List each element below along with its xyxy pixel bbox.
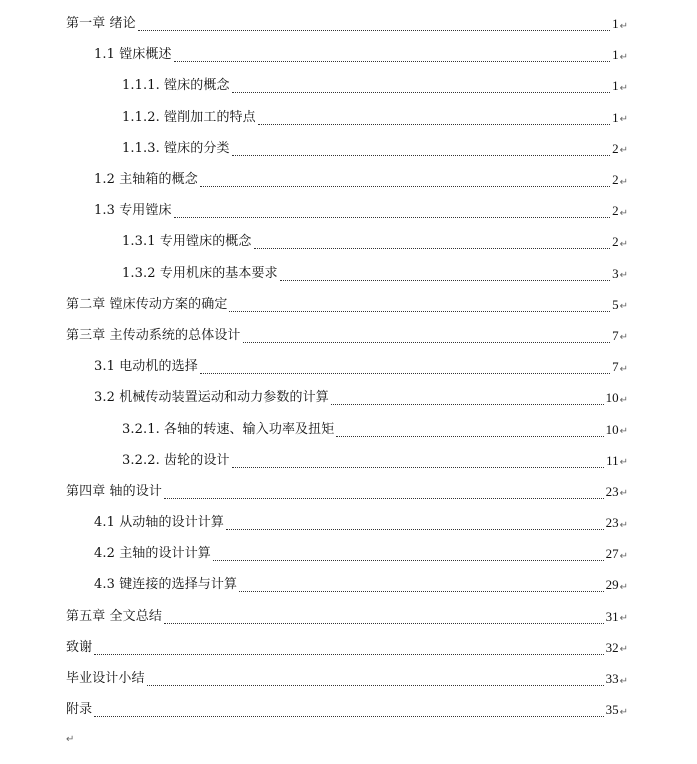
toc-entry-title: 4.2 主轴的设计计算 <box>94 546 211 562</box>
dot-leader <box>174 51 611 62</box>
paragraph-mark-icon: ↵ <box>619 301 628 313</box>
paragraph-mark-icon: ↵ <box>619 706 628 718</box>
toc-entry-page-number: 33 <box>605 671 619 687</box>
toc-entry-page-number: 5 <box>612 296 619 312</box>
toc-entry[interactable] <box>66 258 628 289</box>
dot-leader <box>164 613 604 624</box>
toc-entry[interactable] <box>66 102 628 133</box>
toc-entry-page-number: 32 <box>605 639 619 655</box>
toc-entry[interactable] <box>66 320 628 351</box>
paragraph-mark-icon: ↵ <box>619 519 628 531</box>
dot-leader <box>232 145 611 156</box>
toc-entry[interactable] <box>66 351 628 382</box>
toc-entry-page-number: 2 <box>612 140 619 156</box>
paragraph-mark-icon: ↵ <box>619 145 628 157</box>
paragraph-mark-icon: ↵ <box>619 20 628 32</box>
paragraph-mark-icon: ↵ <box>619 363 628 375</box>
toc-entry[interactable] <box>66 289 628 320</box>
toc-entry[interactable] <box>66 476 628 507</box>
toc-entry-title: 1.1 镗床概述 <box>94 47 172 63</box>
paragraph-mark-icon: ↵ <box>619 82 628 94</box>
toc-entry[interactable] <box>66 569 628 600</box>
dot-leader <box>232 457 605 468</box>
toc-entry-page-number: 1 <box>612 16 619 32</box>
dot-leader <box>229 301 610 312</box>
toc-entry[interactable] <box>66 663 628 694</box>
toc-entry-title: 4.1 从动轴的设计计算 <box>94 515 225 531</box>
toc-entry[interactable] <box>66 507 628 538</box>
toc-entry-title: 4.3 键连接的选择与计算 <box>94 577 238 593</box>
toc-entry-title: 1.2 主轴箱的概念 <box>94 172 198 188</box>
toc-entry[interactable] <box>66 445 628 476</box>
toc-entry-page-number: 35 <box>605 702 619 718</box>
toc-entry-title: 1.1.3. 镗床的分类 <box>122 140 230 156</box>
paragraph-mark-icon: ↵ <box>619 488 628 500</box>
toc-entry-title: 第三章 主传动系统的总体设计 <box>66 327 241 343</box>
dot-leader <box>138 20 610 31</box>
paragraph-mark-icon: ↵ <box>619 238 628 250</box>
paragraph-mark-icon: ↵ <box>619 550 628 562</box>
paragraph-mark-icon: ↵ <box>619 675 628 687</box>
toc-entry-title: 附录 <box>66 702 93 718</box>
paragraph-mark-icon: ↵ <box>619 51 628 63</box>
dot-leader <box>331 394 604 405</box>
dot-leader <box>280 270 610 281</box>
paragraph-mark-icon: ↵ <box>619 457 628 469</box>
toc-entry-title: 致谢 <box>66 639 93 655</box>
toc-entry-title: 第五章 全文总结 <box>66 608 162 624</box>
toc-entry-title: 毕业设计小结 <box>66 671 145 687</box>
toc-entry-title: 3.2.2. 齿轮的设计 <box>122 452 230 468</box>
toc-entry-page-number: 11 <box>606 452 619 468</box>
toc-entry-page-number: 23 <box>605 515 619 531</box>
paragraph-mark-icon: ↵ <box>619 207 628 219</box>
toc-entry-title: 1.1.2. 镗削加工的特点 <box>122 109 256 125</box>
paragraph-mark-icon: ↵ <box>619 581 628 593</box>
toc-entry-title: 1.1.1. 镗床的概念 <box>122 78 230 94</box>
dot-leader <box>200 176 610 187</box>
dot-leader <box>232 82 611 93</box>
toc-entry[interactable] <box>66 164 628 195</box>
dot-leader <box>336 426 603 437</box>
dot-leader <box>254 238 611 249</box>
toc-entry-title: 第一章 绪论 <box>66 16 136 32</box>
toc-entry[interactable] <box>66 195 628 226</box>
paragraph-mark-icon: ↵ <box>619 114 628 126</box>
toc-entry[interactable] <box>66 133 628 164</box>
table-of-contents <box>66 8 628 725</box>
toc-entry-page-number: 31 <box>605 608 619 624</box>
toc-entry-title: 3.2 机械传动装置运动和动力参数的计算 <box>94 390 329 406</box>
toc-entry-page-number: 23 <box>605 483 619 499</box>
dot-leader <box>94 706 603 717</box>
toc-entry[interactable] <box>66 226 628 257</box>
paragraph-mark-icon: ↵ <box>619 394 628 406</box>
dot-leader <box>174 207 611 218</box>
toc-entry-page-number: 3 <box>612 265 619 281</box>
toc-entry-page-number: 29 <box>605 577 619 593</box>
toc-entry-page-number: 7 <box>612 327 619 343</box>
paragraph-mark-icon: ↵ <box>619 270 628 282</box>
toc-entry-page-number: 1 <box>612 47 619 63</box>
toc-entry[interactable] <box>66 694 628 725</box>
toc-entry[interactable] <box>66 413 628 444</box>
toc-entry[interactable] <box>66 70 628 101</box>
dot-leader <box>243 332 611 343</box>
toc-entry-page-number: 27 <box>605 546 619 562</box>
toc-entry-title: 第四章 轴的设计 <box>66 483 162 499</box>
toc-entry-page-number: 2 <box>612 172 619 188</box>
toc-entry[interactable] <box>66 8 628 39</box>
toc-entry-title: 1.3.1 专用镗床的概念 <box>122 234 252 250</box>
toc-entry[interactable] <box>66 601 628 632</box>
paragraph-mark-icon: ↵ <box>66 734 75 745</box>
dot-leader <box>94 644 603 655</box>
toc-entry-page-number: 1 <box>612 78 619 94</box>
toc-entry[interactable] <box>66 538 628 569</box>
dot-leader <box>147 675 604 686</box>
toc-entry-page-number: 1 <box>612 109 619 125</box>
toc-entry-title: 3.1 电动机的选择 <box>94 359 198 375</box>
dot-leader <box>164 488 604 499</box>
toc-entry-title: 1.3 专用镗床 <box>94 203 172 219</box>
toc-entry-page-number: 2 <box>612 234 619 250</box>
toc-entry-title: 1.3.2 专用机床的基本要求 <box>122 265 278 281</box>
paragraph-mark-icon: ↵ <box>619 426 628 438</box>
dot-leader <box>226 519 604 530</box>
toc-entry-page-number: 10 <box>605 390 619 406</box>
toc-entry-title: 第二章 镗床传动方案的确定 <box>66 296 228 312</box>
paragraph-mark-icon: ↵ <box>619 176 628 188</box>
paragraph-mark-icon: ↵ <box>619 644 628 656</box>
dot-leader <box>213 550 604 561</box>
toc-entry[interactable] <box>66 632 628 663</box>
paragraph-mark-icon: ↵ <box>619 332 628 344</box>
dot-leader <box>258 114 610 125</box>
toc-entry-page-number: 2 <box>612 203 619 219</box>
dot-leader <box>239 581 604 592</box>
toc-entry-page-number: 10 <box>605 421 619 437</box>
toc-entry-title: 3.2.1. 各轴的转速、输入功率及扭矩 <box>122 421 335 437</box>
toc-entry[interactable] <box>66 39 628 70</box>
toc-entry-page-number: 7 <box>612 359 619 375</box>
paragraph-mark-icon: ↵ <box>619 613 628 625</box>
dot-leader <box>200 363 610 374</box>
toc-entry[interactable] <box>66 382 628 413</box>
